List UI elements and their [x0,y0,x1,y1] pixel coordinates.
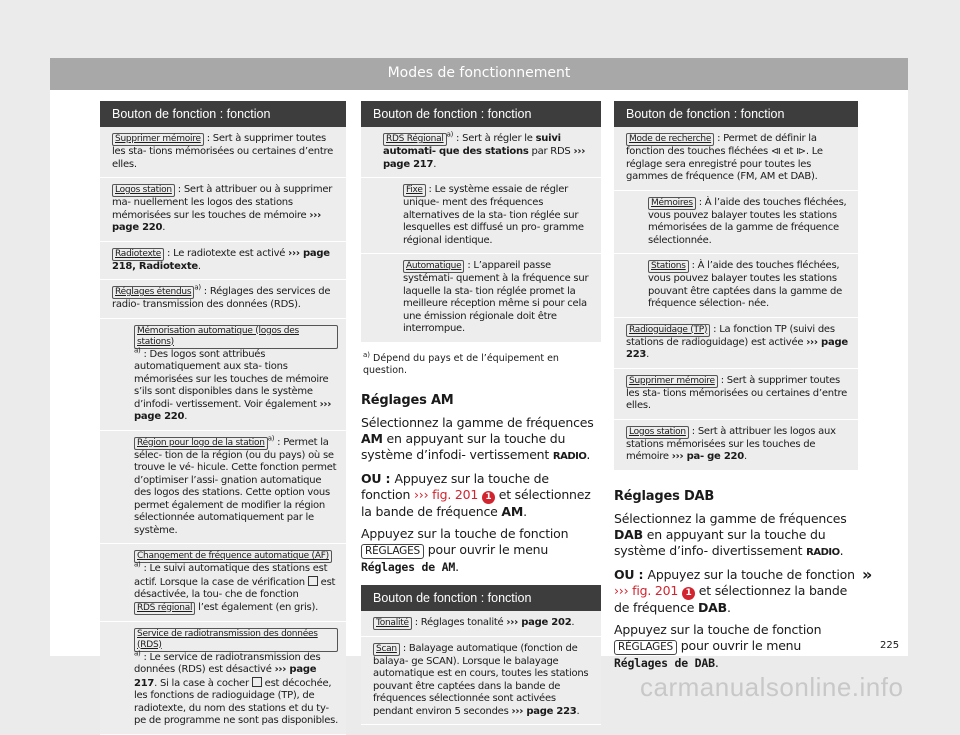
table-row: Fixe : Le système essaie de régler unique- ment des fréquences alternatives de la sta- tion réglée sur lesquelles est diffusé un pro- gramme régional identique. [361,178,601,254]
table-row: Tonalité : Réglages tonalité ››› page 202. [361,611,601,637]
paragraph: Sélectionnez la gamme de fréquences AM en appuyant sur la touche du système d’infodi- vertissement RADIO. [361,414,594,462]
table-header: Bouton de fonction : fonction [361,101,601,127]
function-key: Changement de fréquence automatique (AF) [134,550,332,563]
paragraph: Appuyez sur la touche de fonction RÉGLAGES pour ouvrir le menu Réglages de AM. [361,525,569,574]
table-row: Mode de recherche : Permet de définir la fonction des touches fléchées ⧏ et ⧐. Le réglage sera enregistré pour toutes les gammes de fréquence (FM, AM et DAB). [614,127,858,191]
footnote-mark: a) [267,434,275,443]
figure-reference[interactable]: ››› fig. 201 [413,486,479,502]
function-key: Service de radiotransmission des données (RDS) [134,628,338,652]
page-reference[interactable]: ››› page 223 [511,705,577,717]
footnote-mark: a) [194,283,201,292]
table-row: Service de radiotransmission des données (RDS)$^{a)}$ : Le service de radiotransmission des données (RDS) est désactivé ››› page 217. Si la case à cocher est décochée, les fonctions de radioguidage (TP), de radiotexte, du nom des stations et du ty- pe de programme ne sont pas disponibles. [100,622,346,735]
callout-number: 1 [482,491,495,504]
function-key: Supprimer mémoire [626,375,718,388]
function-key: RÉGLAGES [361,544,424,559]
function-key: RDS régional [134,602,195,615]
figure-reference[interactable]: ››› fig. 201 [614,582,679,598]
radio-button-icon: RADIO [552,450,587,462]
table-row: Mémoires : À l’aide des touches fléchées, vous pouvez balayer toutes les stations mémorisées de la gamme de fréquence sélectionnée. [614,191,858,255]
page-reference[interactable]: ››› page 220 [134,398,332,422]
table-row: Automatique : L’appareil passe systémati- quement à la fréquence sur laquelle la sta- tion réglée promet la meilleure réception même si pour cela une émission régionale doit être interrompue. [361,254,601,343]
paragraph: OU : Appuyez sur la touche de fonction ››› fig. 201 1 et sélectionnez la bande de fréquence DAB. [614,566,855,615]
function-key: RÉGLAGES [614,640,677,655]
function-key: Mémoires [648,197,696,210]
footnote: $^{a)}$ Dépend du pays et de l’équipement en question. [363,350,559,376]
function-key: Région pour logo de la station [134,437,268,450]
function-key: Scan [373,643,400,656]
table-row: Stations : À l’aide des touches fléchées, vous pouvez balayer toutes les stations pouvant être captées dans la gamme de fréquence sélection- née. [614,254,858,318]
footnote-mark: a) [134,346,141,355]
table-header: Bouton de fonction : fonction [361,585,601,611]
page-reference[interactable]: ››› page 217 [383,146,586,170]
am-settings-section [361,393,601,575]
section-title: Modes de fonctionnement [387,65,571,81]
page-reference[interactable]: ››› page 223 [626,336,848,360]
function-table-3 [361,585,601,726]
table-row: Supprimer mémoire : Sert à supprimer toutes les sta- tions mémorisées ou certaines d’entre elles. [614,369,858,420]
function-key: Radiotexte [112,248,164,261]
page-reference[interactable]: ››› page 220 [112,209,322,233]
table-row: Radiotexte : Le radiotexte est activé ››› page 218, Radiotexte. [100,242,346,281]
table-row: RDS Régional $^{a)}$ : Sert à régler le suivi automati- que des stations par RDS ››› page 217. [361,127,601,178]
function-key: Logos station [112,184,175,197]
table-row: Scan : Balayage automatique (fonction de balaya- ge SCAN). Lorsque le balayage automatique est en cours, toutes les stations pouvant être captées dans la bande de fréquences sélectionnée sont activées pendant environ 5 secondes ››› page 223. [361,637,601,726]
page-reference[interactable]: ››› page 217 [134,664,317,689]
table-header: Bouton de fonction : fonction [100,101,346,127]
function-key: Logos station [626,426,689,439]
page-reference[interactable]: ››› pa- ge 220 [671,451,744,462]
footnote-mark: a) [134,560,141,569]
paragraph: Sélectionnez la gamme de fréquences DAB en appuyant sur la touche du système d’info- divertissement RADIO. [614,510,847,558]
section-title-bar [50,58,908,90]
checkbox-icon [308,576,318,586]
function-key: RDS Régional [383,133,447,146]
menu-name: Réglages de DAB [614,655,715,670]
function-key: Stations [648,260,689,273]
table-row: Supprimer mémoire : Sert à supprimer toutes les sta- tions mémorisées ou certaines d’entre elles. [100,127,346,178]
function-key: Fixe [403,184,426,197]
function-key: Mode de recherche [626,133,714,146]
column-3 [614,101,858,677]
table-row: Changement de fréquence automatique (AF)$^{a)}$ : Le suivi automatique des stations est actif. Lorsque la case de vérification est désactivée, la tou- che de fonction RDS régional l’est également (en gris). [100,544,346,622]
continue-arrow-icon: » [862,565,873,584]
footnote-mark: a) [134,649,141,658]
function-table-1 [100,101,346,735]
function-key: Mémorisation automatique (logos des stations) [134,325,338,349]
paragraph: OU : Appuyez sur la touche de fonction ››› fig. 201 1 et sélectionnez la bande de fréquence AM. [361,470,591,519]
paragraph: Appuyez sur la touche de fonction RÉGLAGES pour ouvrir le menu Réglages de DAB. [614,621,822,670]
checkbox-icon [252,677,262,687]
page-number: 225 [880,640,900,651]
table-row: Radioguidage (TP) : La fonction TP (suivi des stations de radioguidage) est activée ››› page 223. [614,318,858,369]
watermark: carmanualsonline.info [640,672,904,702]
section-heading: Réglages DAB [614,488,715,504]
table-row: Mémorisation automatique (logos des stations)$^{a)}$ : Des logos sont attribués automatiquement aux sta- tions mémorisées sur les touches de mémoire s’ils sont disponibles dans le système d’infodi- vertissement. Voir également ››› page 220. [100,319,346,431]
page-reference[interactable]: ››› page 202 [506,616,572,628]
column-1 [100,101,346,735]
page-reference[interactable]: ››› page 218, Radiotexte [112,247,330,272]
radio-button-icon: RADIO [806,546,840,558]
table-row: Région pour logo de la station $^{a)}$ : Permet la sélec- tion de la région (ou du pays) où se trouve le vé- hicule. Cette fonction permet d’optimiser l’assi- gnation automatique des logos des stations. Cette option vous permet également de modifier la région sélectionnée automatiquement par le système. [100,431,346,545]
function-key: Réglages étendus [112,286,194,299]
function-table-2 [361,101,601,343]
table-header: Bouton de fonction : fonction [614,101,858,127]
function-key: Automatique [403,260,464,273]
callout-number: 1 [682,587,695,600]
function-key: Supprimer mémoire [112,133,204,146]
menu-name: Réglages de AM [361,559,456,574]
footnote-mark: a) [446,130,454,139]
function-key: Radioguidage (TP) [626,324,710,337]
function-table-4 [614,101,858,471]
table-row: Logos station : Sert à attribuer ou à supprimer ma- nuellement les logos des stations mémorisées sur les touches de mémoire ››› page 220. [100,178,346,242]
column-2 [361,101,601,725]
table-row: Logos station : Sert à attribuer les logos aux stations mémorisées sur les touches de mémoire ››› pa- ge 220. [614,420,858,471]
dab-settings-section [614,489,858,671]
table-row: Réglages étendus $^{a)}$ : Réglages des services de radio- transmission des données (RDS). [100,280,346,319]
section-heading: Réglages AM [361,392,454,408]
function-key: Tonalité [373,617,412,630]
